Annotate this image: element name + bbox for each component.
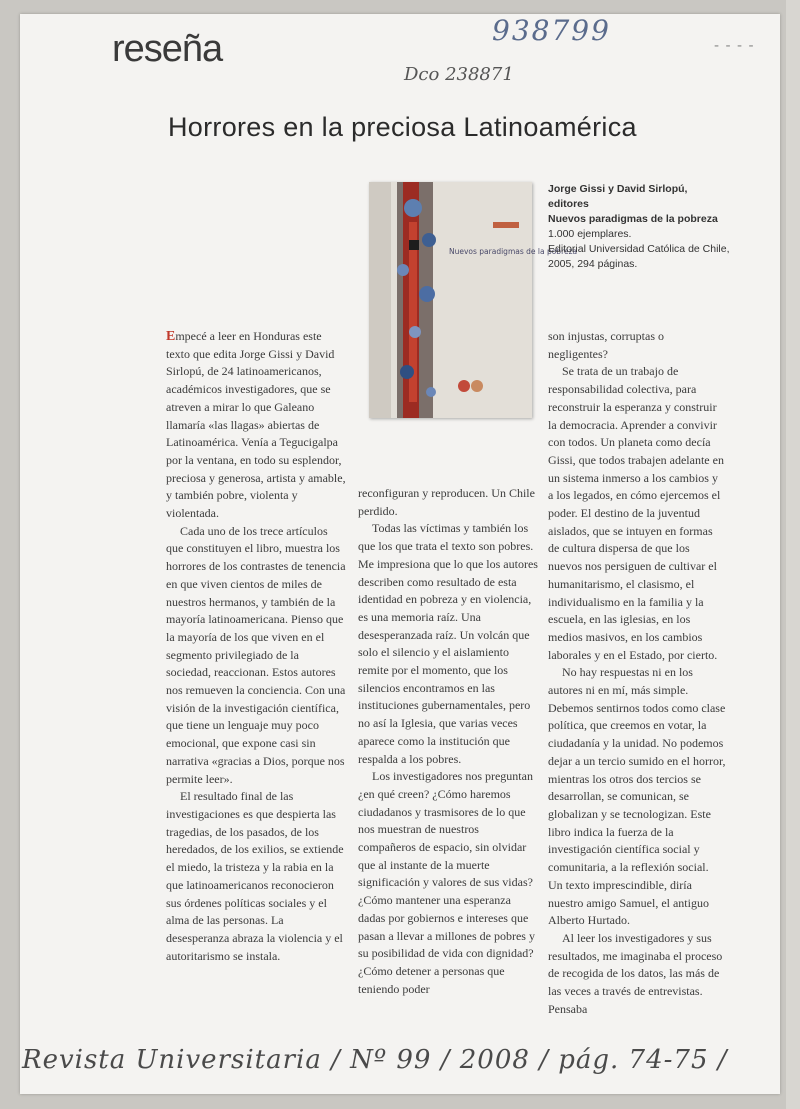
handwritten-number: 938799: [492, 14, 611, 47]
article-paragraph: reconfiguran y reproducen. Un Chile perdido.: [358, 486, 535, 518]
article-column-2: [358, 485, 538, 998]
article-headline: Horrores en la preciosa Latinoamérica: [168, 112, 637, 142]
article-column-1: [166, 328, 346, 965]
scanner-edge: [786, 0, 800, 1109]
article-paragraph: El resultado final de las investigaciones es que despierta las tragedias, de los pasados, de los heredados, de los exilios, se extiende el miedo, la tristeza y la rabia en la que latinoamericanos reconocieron sus órdenes políticas sociales y el alma de las personas. La desesperanza abraza la violencia y el autoritarismo se instala.: [166, 789, 344, 963]
article-paragraph: Cada uno de los trece artículos que constituyen el libro, muestra los horrores de los contrastes de tenencia en que viven cientos de miles de nuestros hermanos, y también de la mayoría latinoamericana. Pienso que la mayoría de los que viven en el segmento privilegiado de la sociedad, reaccionan. Estos autores nos remueven la conciencia. Con una visión de la investigación científica, que tiene un lenguaje muy poco emocional, que expone casi sin narrativa «gracias a Dios, porque nos permite leer».: [166, 523, 346, 786]
article-paragraph: Los investigadores nos preguntan ¿en qué creen? ¿Cómo haremos ciudadanos y trasmisores de lo que nos muestran de nuestros compañeros de espacio, sin olvidar que al instante de la muerte significación y valores de sus vidas? ¿Cómo mantener una esperanza dadas por gobiernos e intereses que pasan a llevar a millones de pobres y su posibilidad de vida con dignidad? ¿Cómo detener a personas que teniendo poder: [358, 769, 535, 996]
code-stamp: Dco 238871: [404, 64, 514, 85]
article-column-3: [548, 328, 726, 1018]
section-label: reseña: [112, 28, 223, 70]
top-dashes: - - - -: [714, 38, 755, 54]
article-paragraph: son injustas, corruptas o negligentes?: [548, 329, 664, 361]
drop-cap: E: [166, 329, 176, 344]
article-paragraph: Al leer los investigadores y sus resultados, me imaginaba el proceso de recogida de los datos, las más de las veces a través de entrevistas. Pensaba: [548, 930, 723, 1016]
book-credits: [548, 182, 748, 272]
book-title: Nuevos paradigmas de la pobreza: [548, 213, 718, 225]
article-paragraph: Empecé a leer en Honduras este texto que edita Jorge Gissi y David Sirlopú, de 24 latinoamericanos, académicos investigadores, que se atreven a mirar lo que Galeano llamaría «las llagas» abiertas de Latinoamérica. Venía a Tegucigalpa por la ventana, en todo su esplendor, preciosa y generosa, artista y amable, y también pobre, violenta y violentada.: [166, 329, 346, 521]
book-detail: 2005, 294 páginas.: [548, 258, 638, 270]
book-editors: Jorge Gissi y David Sirlopú,: [548, 183, 688, 195]
handwritten-source-note: Revista Universitaria / Nº 99 / 2008 / pág. 74-75 /: [22, 1045, 728, 1075]
article-paragraph: Se trata de un trabajo de responsabilidad colectiva, para reconstruir la esperanza y construir la democracia. Aprender a convivir con todos. Un planeta como decía Gissi, que todos trabajen adelante en un sistema inmerso a los cambios y a los legados, en cómo ejercemos el poder. El destino de la juventud aislados, que se intuyen en formas de cultura dispersa de que los nuevos nos persiguen de cultivar el humanitarismo, el clasismo, el individualismo en la familia y la escuela, en las iglesias, en los medios masivos, en los cambios laborales y en el Estado, por cierto.: [548, 364, 724, 662]
book-editor-role: editores: [548, 198, 589, 210]
article-paragraph: No hay respuestas ni en los autores ni en mí, más simple. Debemos sentirnos todos como clase política, que creemos en votar, la ciudadanía y la unidad. No podemos dejar a un tercio sumido en el horror, mientras los otros dos tercios se desarrollan, se comunican, se globalizan y se tecnologizan. Este libro indica la fuerza de la investigación científica social y comunitaria, a la reflexión social. Un texto imprescindible, diría nuestro amigo Samuel, el antiguo Alberto Hurtado.: [548, 665, 726, 928]
book-cover-title: Nuevos paradigmas de la pobreza: [449, 247, 578, 256]
book-detail: 1.000 ejemplares.: [548, 228, 632, 240]
article-paragraph: Todas las víctimas y también los que los que trata el texto son pobres. Me impresiona que lo que los autores describen como resultado de esta identidad en pobreza y en violencia, es una memoria raíz. Una desesperanzada raíz. Un volcán que solo el silencio y el aislamiento remite por el momento, que los silencios encontramos en las instituciones gubernamentales, pero no así la Iglesia, que varias veces aparece como la institución que respalda a los pobres.: [358, 521, 538, 766]
book-detail: Editorial Universidad Católica de Chile,: [548, 243, 730, 255]
